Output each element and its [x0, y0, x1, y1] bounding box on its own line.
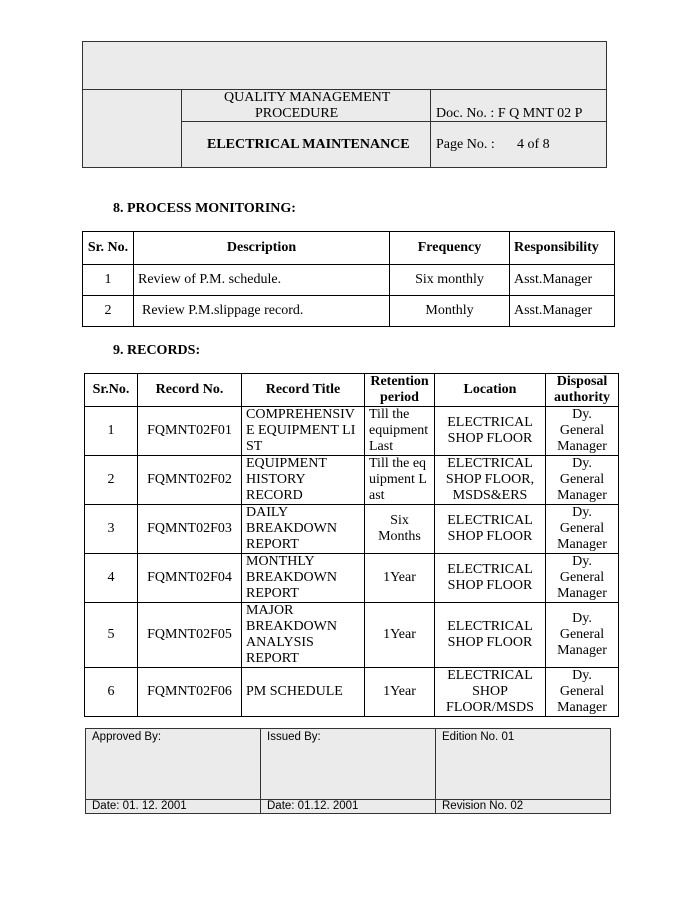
cell-record-no: FQMNT02F05 — [138, 603, 242, 668]
issued-date: Date: 01.12. 2001 — [267, 800, 359, 812]
cell-record-title: PM SCHEDULE — [242, 668, 365, 717]
table-row — [85, 603, 619, 668]
cell-responsibility: Asst.Manager — [510, 296, 615, 327]
table-row — [83, 265, 615, 296]
column-header: Record Title — [242, 374, 365, 407]
table-row — [85, 505, 619, 554]
approval-footer — [85, 728, 611, 814]
cell-retention: 1Year — [365, 668, 435, 717]
cell-sr: 1 — [83, 265, 134, 296]
revision-label: Revision No. 02 — [442, 800, 524, 812]
cell-location: ELECTRICAL SHOP FLOOR — [435, 603, 546, 668]
process-monitoring-table — [82, 231, 615, 327]
column-header: Frequency — [390, 232, 510, 265]
cell-disposal: Dy. General Manager — [546, 668, 619, 717]
cell-description: Review of P.M. schedule. — [134, 265, 390, 296]
column-header: Retention period — [365, 374, 435, 407]
cell-description: Review P.M.slippage record. — [134, 296, 390, 327]
table-header-row — [85, 374, 619, 407]
cell-retention: Six Months — [365, 505, 435, 554]
header-divider — [430, 89, 431, 167]
table-row — [85, 668, 619, 717]
edition-label: Edition No. 01 — [442, 731, 515, 743]
table-row — [85, 407, 619, 456]
footer-divider — [260, 729, 261, 813]
column-header: Disposal authority — [546, 374, 619, 407]
column-header: Sr. No. — [83, 232, 134, 265]
cell-record-title: COMPREHENSIVE EQUIPMENT LIST — [242, 407, 365, 456]
cell-record-no: FQMNT02F06 — [138, 668, 242, 717]
records-table — [84, 373, 619, 717]
cell-location: ELECTRICAL SHOP FLOOR/MSDS — [435, 668, 546, 717]
column-header: Sr.No. — [85, 374, 138, 407]
table-row — [83, 296, 615, 327]
cell-record-no: FQMNT02F04 — [138, 554, 242, 603]
header-subject: ELECTRICAL MAINTENANCE — [207, 137, 410, 152]
cell-sr: 6 — [85, 668, 138, 717]
cell-location: ELECTRICAL SHOP FLOOR — [435, 407, 546, 456]
cell-record-no: FQMNT02F02 — [138, 456, 242, 505]
approved-by-label: Approved By: — [92, 731, 162, 743]
cell-disposal: Dy. General Manager — [546, 456, 619, 505]
header-title-line2: PROCEDURE — [255, 106, 339, 121]
cell-sr: 2 — [85, 456, 138, 505]
cell-record-title: MONTHLY BREAKDOWN REPORT — [242, 554, 365, 603]
page-label: Page No. : — [436, 137, 495, 152]
doc-number: Doc. No. : F Q MNT 02 P — [436, 106, 583, 121]
table-row — [85, 554, 619, 603]
cell-record-title: MAJOR BREAKDOWN ANALYSIS REPORT — [242, 603, 365, 668]
cell-location: ELECTRICAL SHOP FLOOR — [435, 505, 546, 554]
cell-retention: Till the equipment Last — [365, 407, 435, 456]
cell-record-no: FQMNT02F03 — [138, 505, 242, 554]
document-header — [82, 41, 607, 168]
cell-record-title: DAILY BREAKDOWN REPORT — [242, 505, 365, 554]
header-title-line1: QUALITY MANAGEMENT — [224, 90, 391, 105]
cell-disposal: Dy. General Manager — [546, 554, 619, 603]
table-row — [85, 456, 619, 505]
cell-frequency: Six monthly — [390, 265, 510, 296]
issued-by-label: Issued By: — [267, 731, 321, 743]
cell-retention: 1Year — [365, 603, 435, 668]
cell-retention: Till the equipment Last — [365, 456, 435, 505]
cell-sr: 2 — [83, 296, 134, 327]
cell-disposal: Dy. General Manager — [546, 505, 619, 554]
section-8-heading: 8. PROCESS MONITORING: — [113, 201, 296, 216]
section-9-heading: 9. RECORDS: — [113, 343, 201, 358]
cell-record-no: FQMNT02F01 — [138, 407, 242, 456]
cell-retention: 1Year — [365, 554, 435, 603]
approved-date: Date: 01. 12. 2001 — [92, 800, 187, 812]
cell-record-title: EQUIPMENT HISTORY RECORD — [242, 456, 365, 505]
cell-disposal: Dy. General Manager — [546, 407, 619, 456]
column-header: Location — [435, 374, 546, 407]
cell-disposal: Dy. General Manager — [546, 603, 619, 668]
cell-sr: 1 — [85, 407, 138, 456]
column-header: Record No. — [138, 374, 242, 407]
table-header-row — [83, 232, 615, 265]
cell-sr: 5 — [85, 603, 138, 668]
page-value: 4 of 8 — [517, 137, 550, 152]
cell-sr: 3 — [85, 505, 138, 554]
cell-location: ELECTRICAL SHOP FLOOR, MSDS&ERS — [435, 456, 546, 505]
cell-location: ELECTRICAL SHOP FLOOR — [435, 554, 546, 603]
cell-responsibility: Asst.Manager — [510, 265, 615, 296]
cell-frequency: Monthly — [390, 296, 510, 327]
cell-sr: 4 — [85, 554, 138, 603]
column-header: Responsibility — [510, 232, 615, 265]
column-header: Description — [134, 232, 390, 265]
header-divider — [181, 89, 182, 167]
footer-divider — [435, 729, 436, 813]
